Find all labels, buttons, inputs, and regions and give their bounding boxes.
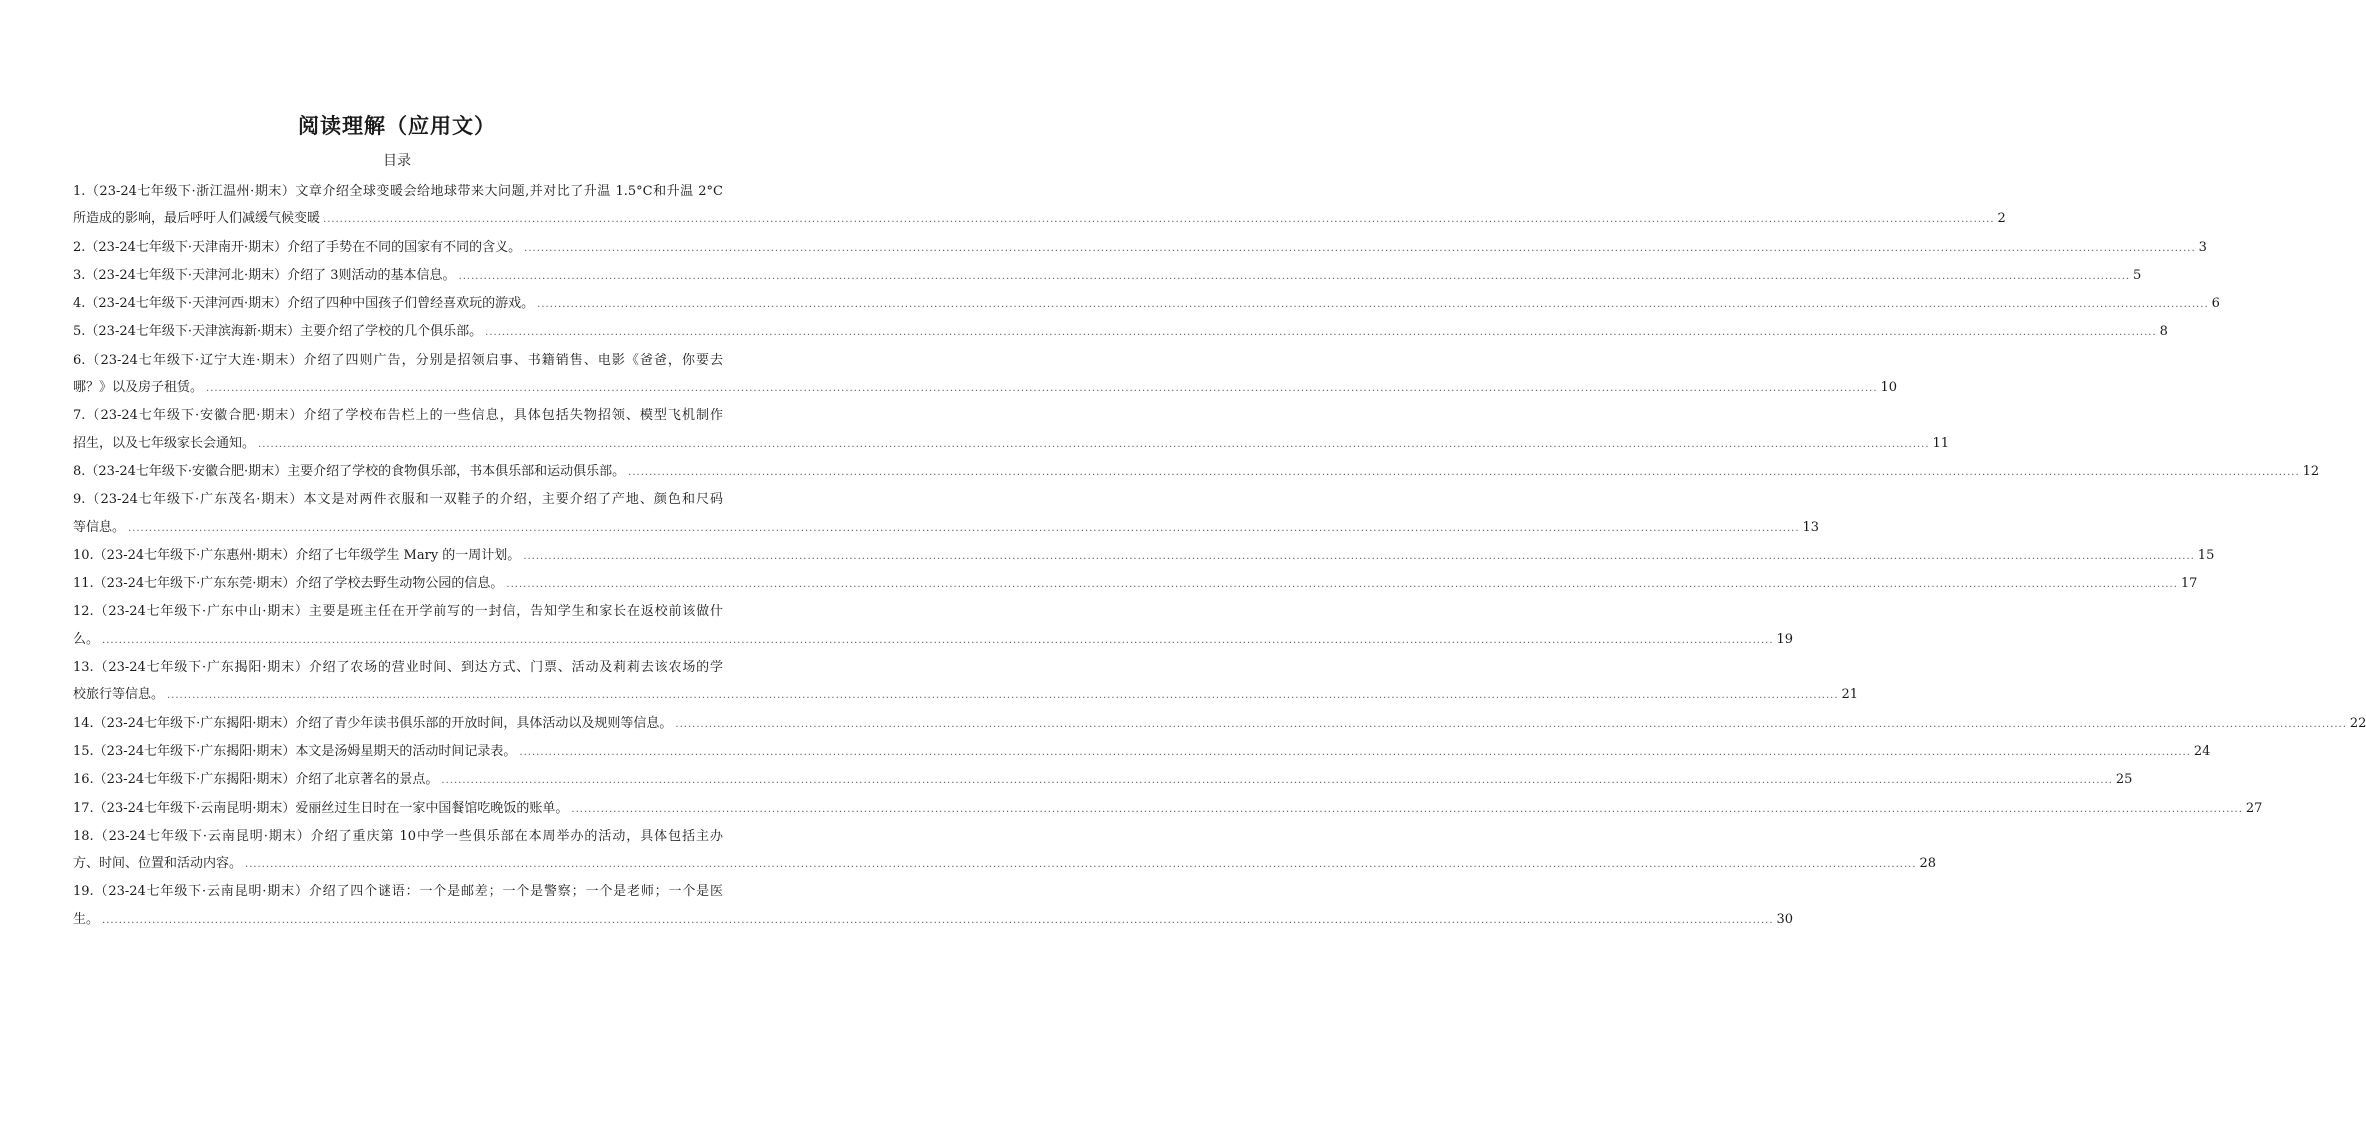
toc-entry-text-line1: 6.（23-24七年级下·辽宁大连·期末）介绍了四则广告，分别是招领启事、书籍销售、电影《爸爸，你要去 [73,352,723,368]
toc-leader-dots: ................................................................................................................................................................................................................................................................................................................................................................................................................ [675,718,2347,730]
toc-entry[interactable] [73,262,2142,290]
toc-page-number: 28 [1919,856,1937,872]
toc-page-number: 5 [2133,267,2142,283]
toc-page-number: 2 [1997,211,2006,227]
toc-page-number: 15 [2197,547,2215,563]
toc-entry-text: 么。 [73,631,100,647]
toc-page-number: 21 [1841,687,1859,703]
toc-entry-leader-row [73,430,1950,458]
toc-leader-dots: ................................................................................................................................................................................................................................................................................................................................................................................................................ [506,579,2178,591]
toc-entry-leader-row [73,626,1794,654]
toc-entry-text: 2.（23-24七年级下·天津南开·期末）介绍了手势在不同的国家有不同的含义。 [73,239,522,255]
toc-entry[interactable] [73,234,2207,262]
toc-entry-text-line1: 19.（23-24七年级下·云南昆明·期末）介绍了四个谜语：一个是邮差；一个是警察；一个是老师；一个是医 [73,884,723,900]
toc-entry-leader-row [73,906,1794,934]
toc-entry-leader-row [73,738,2211,766]
toc-entry-text: 16.（23-24七年级下·广东揭阳·期末）介绍了北京著名的景点。 [73,772,439,788]
toc-entry[interactable] [73,290,2220,318]
toc-entry[interactable] [73,458,2320,486]
toc-entry-leader-row [73,570,2198,598]
toc-entry-text: 生。 [73,911,100,927]
toc-leader-dots: ................................................................................................................................................................................................................................................................................................................................................................................................................ [128,522,1800,534]
toc-leader-dots: ................................................................................................................................................................................................................................................................................................................................................................................................................ [571,803,2243,815]
toc-page-number: 30 [1776,911,1794,927]
toc-leader-dots: ................................................................................................................................................................................................................................................................................................................................................................................................................ [524,242,2196,254]
toc-entry[interactable] [73,318,2168,346]
toc-label: 目录 [383,153,411,169]
toc-entry-text: 哪？》以及房子租赁。 [73,380,204,396]
toc-page-number: 27 [2245,800,2263,816]
toc-entry-text-line1: 12.（23-24七年级下·广东中山·期末）主要是班主任在开学前写的一封信，告知学生和家长在返校前该做什 [73,604,723,620]
toc-entry-leader-row [73,542,2215,570]
toc-page-number: 8 [2159,324,2168,340]
toc-entry-leader-row [73,795,2263,823]
toc-entry-leader-row [73,290,2220,318]
toc-entry-leader-row [73,681,1859,709]
toc-leader-dots: ................................................................................................................................................................................................................................................................................................................................................................................................................ [485,327,2157,339]
toc-page-number: 24 [2193,743,2211,759]
toc-entry[interactable] [73,598,1794,654]
toc-entry-text-line1: 7.（23-24七年级下·安徽合肥·期末）介绍了学校布告栏上的一些信息，具体包括失物招领、模型飞机制作 [73,408,723,424]
toc-leader-dots: ................................................................................................................................................................................................................................................................................................................................................................................................................ [258,438,1930,450]
toc-entry-text: 方、时间、位置和活动内容。 [73,856,243,872]
toc-entry[interactable] [73,795,2263,823]
toc-entry-leader-row [73,374,1898,402]
toc-leader-dots: ................................................................................................................................................................................................................................................................................................................................................................................................................ [245,859,1917,871]
toc-entry[interactable] [73,570,2198,598]
toc-entry-text: 3.（23-24七年级下·天津河北·期末）介绍了 3则活动的基本信息。 [73,267,456,283]
toc-entry-text: 17.（23-24七年级下·云南昆明·期末）爱丽丝过生日时在一家中国餐馆吃晚饭的账单。 [73,800,569,816]
toc-leader-dots: ................................................................................................................................................................................................................................................................................................................................................................................................................ [167,690,1839,702]
toc-page-number: 10 [1880,380,1898,396]
toc-page-number: 19 [1776,631,1794,647]
toc-entry[interactable] [73,486,1820,542]
toc-leader-dots: ................................................................................................................................................................................................................................................................................................................................................................................................................ [206,383,1878,395]
toc-entry-leader-row [73,458,2320,486]
toc-entry[interactable] [73,766,2133,794]
toc-entry-text: 招生，以及七年级家长会通知。 [73,435,256,451]
toc-entry-text-line1: 9.（23-24七年级下·广东茂名·期末）本文是对两件衣服和一双鞋子的介绍，主要介绍了产地、颜色和尺码 [73,492,723,508]
page-title: 阅读理解（应用文） [298,114,496,138]
toc-entry-text: 10.（23-24七年级下·广东惠州·期末）介绍了七年级学生 Mary 的一周计划。 [73,547,521,563]
toc-entry-leader-row [73,205,2006,233]
toc-entry-text-line1: 18.（23-24七年级下·云南昆明·期末）介绍了重庆第 10中学一些俱乐部在本周举办的活动，具体包括主办 [73,828,723,844]
toc-entry[interactable] [73,823,1937,879]
toc-page-number: 22 [2349,715,2366,731]
toc-page-number: 25 [2115,772,2133,788]
toc-entry-text: 14.（23-24七年级下·广东揭阳·期末）介绍了青少年读书俱乐部的开放时间，具体活动以及规则等信息。 [73,715,673,731]
toc-entry[interactable] [73,738,2211,766]
toc-entry-leader-row [73,234,2207,262]
toc-page-number: 17 [2180,576,2198,592]
toc-entry-text: 4.（23-24七年级下·天津河西·期末）介绍了四种中国孩子们曾经喜欢玩的游戏。 [73,296,535,312]
toc-entry-text: 11.（23-24七年级下·广东东莞·期末）介绍了学校去野生动物公园的信息。 [73,576,504,592]
toc-entry[interactable] [73,542,2215,570]
toc-entry-leader-row [73,710,2366,738]
toc-entry-text: 等信息。 [73,519,126,535]
toc-entry[interactable] [73,654,1859,710]
toc-leader-dots: ................................................................................................................................................................................................................................................................................................................................................................................................................ [519,746,2191,758]
toc-leader-dots: ................................................................................................................................................................................................................................................................................................................................................................................................................ [628,466,2300,478]
toc-entry[interactable] [73,178,2006,234]
toc-entry-leader-row [73,514,1820,542]
toc-entry-text-line1: 13.（23-24七年级下·广东揭阳·期末）介绍了农场的营业时间、到达方式、门票、活动及莉莉去该农场的学 [73,660,723,676]
toc-entry-leader-row [73,318,2168,346]
toc-leader-dots: ................................................................................................................................................................................................................................................................................................................................................................................................................ [441,775,2113,787]
toc-page-number: 6 [2211,296,2220,312]
toc-leader-dots: ................................................................................................................................................................................................................................................................................................................................................................................................................ [523,550,2195,562]
toc-leader-dots: ................................................................................................................................................................................................................................................................................................................................................................................................................ [537,299,2209,311]
toc-page-number: 11 [1932,435,1950,451]
toc-leader-dots: ................................................................................................................................................................................................................................................................................................................................................................................................................ [458,270,2131,282]
table-of-contents [73,178,2366,934]
toc-entry-text: 校旅行等信息。 [73,687,165,703]
toc-entry-leader-row [73,262,2142,290]
toc-entry-text: 5.（23-24七年级下·天津滨海新·期末）主要介绍了学校的几个俱乐部。 [73,324,483,340]
toc-leader-dots: ................................................................................................................................................................................................................................................................................................................................................................................................................ [102,914,1774,926]
toc-page-number: 3 [2198,239,2207,255]
toc-entry-leader-row [73,766,2133,794]
toc-page-number: 12 [2302,463,2320,479]
toc-entry-text-line1: 1.（23-24七年级下·浙江温州·期末）文章介绍全球变暖会给地球带来大问题,并对比了升温 1.5°C和升温 2°C [73,184,723,199]
toc-entry[interactable] [73,710,2366,738]
toc-entry-text: 8.（23-24七年级下·安徽合肥·期末）主要介绍了学校的食物俱乐部，书本俱乐部和运动俱乐部。 [73,463,626,479]
toc-entry[interactable] [73,347,1898,403]
toc-leader-dots: ................................................................................................................................................................................................................................................................................................................................................................................................................ [323,214,1995,226]
toc-entry-text: 所造成的影响，最后呼吁人们减缓气候变暖 [73,211,321,227]
toc-page-number: 13 [1802,519,1820,535]
toc-entry[interactable] [73,402,1950,458]
toc-entry-leader-row [73,850,1937,878]
toc-leader-dots: ................................................................................................................................................................................................................................................................................................................................................................................................................ [102,634,1774,646]
toc-entry[interactable] [73,878,1794,934]
toc-entry-text: 15.（23-24七年级下·广东揭阳·期末）本文是汤姆星期天的活动时间记录表。 [73,743,517,759]
